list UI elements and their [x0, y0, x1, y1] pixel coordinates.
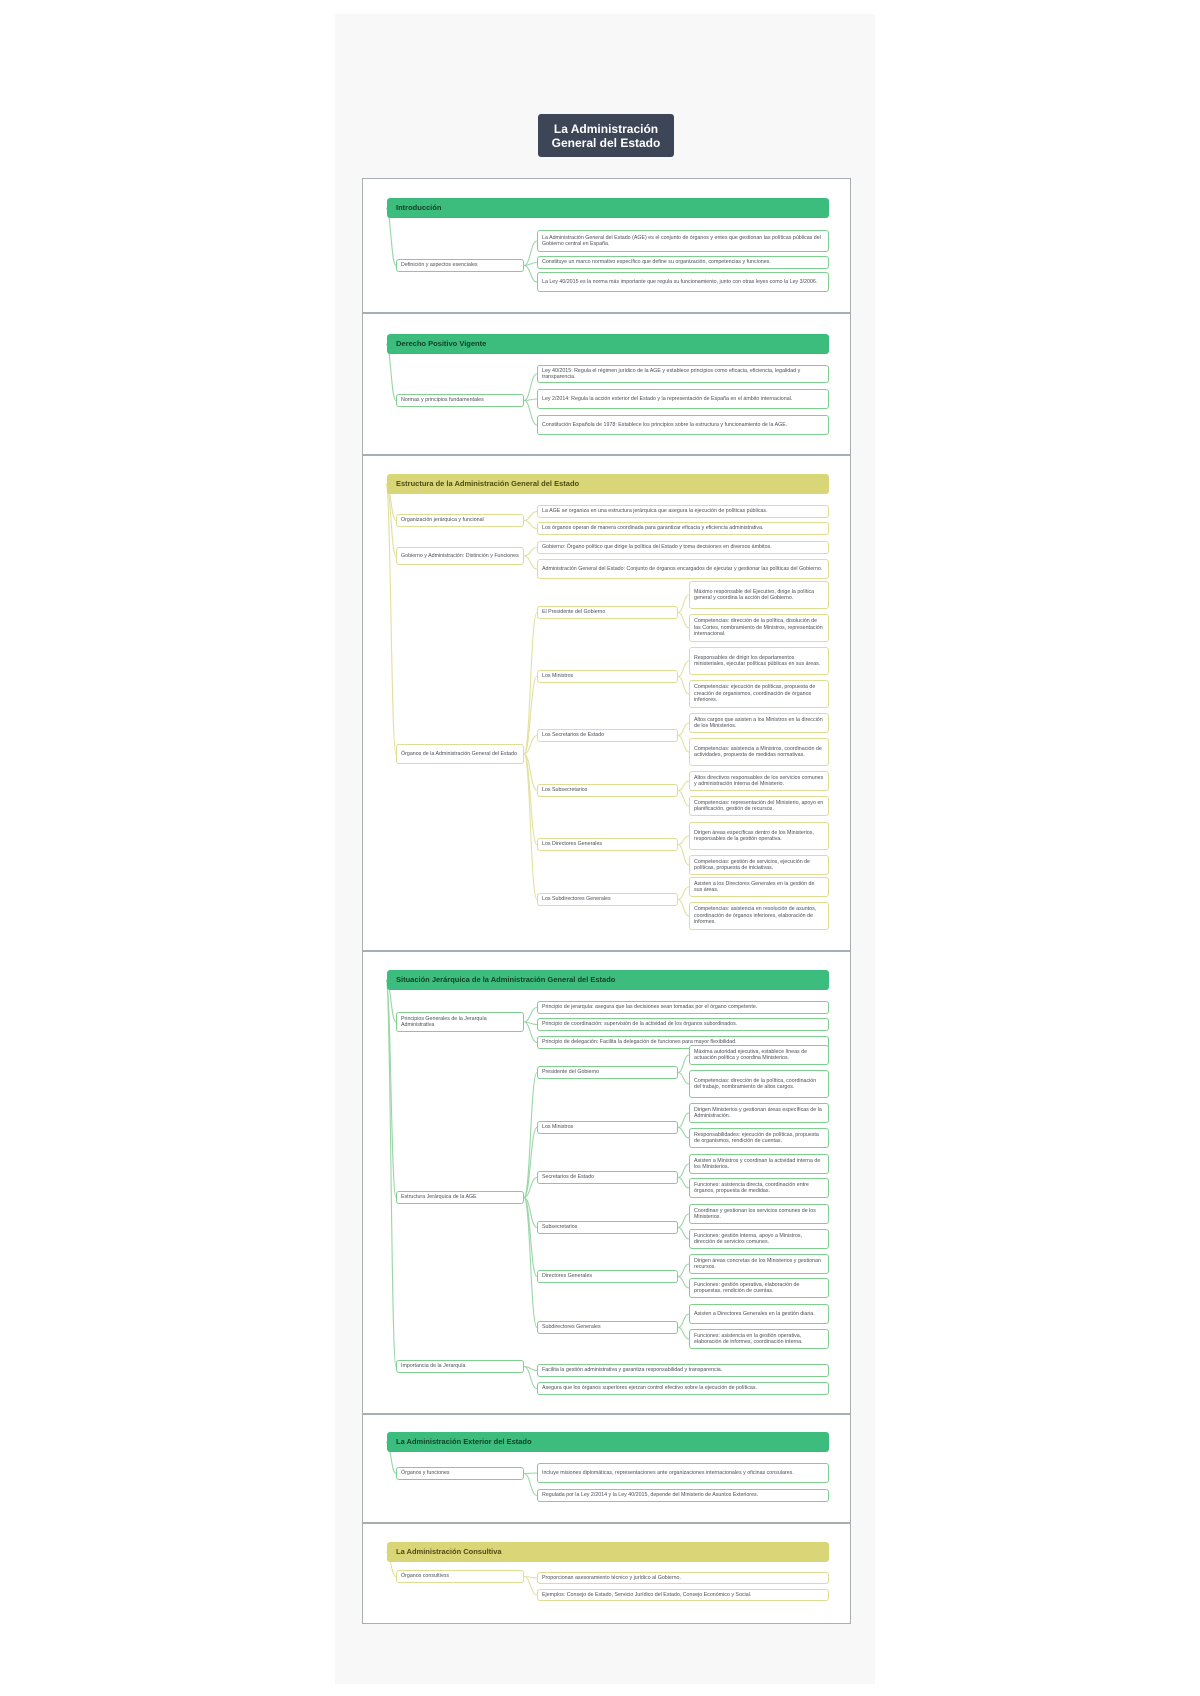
- branch-node-text: Principios Generales de la Jerarquía Administrativa: [401, 1015, 487, 1028]
- sub-to-leaf-link: [678, 613, 689, 629]
- sub-branch-node-text: Los Directores Generales: [542, 841, 603, 848]
- leaf-node-text: Dirigen áreas concretas de los Ministerios y gestionan recursos.: [694, 1257, 821, 1270]
- leaf-node[interactable]: [689, 1103, 829, 1123]
- leaf-node[interactable]: [537, 365, 829, 383]
- branch-to-sub-link: [524, 613, 537, 755]
- branch-node[interactable]: [396, 514, 524, 527]
- leaf-node[interactable]: [537, 1489, 829, 1502]
- sub-branch-node-text: El Presidente del Gobierno: [542, 609, 606, 616]
- branch-to-leaf-link: [524, 548, 537, 557]
- leaf-node-text: Funciones: gestión operativa, elaboración de propuestas, rendición de cuentas.: [694, 1281, 800, 1294]
- branch-node[interactable]: [396, 1012, 524, 1032]
- branch-node-text: Definición y aspectos esenciales: [401, 262, 478, 269]
- branch-node-text: Órganos y funciones: [401, 1470, 450, 1477]
- sub-branch-node-text: Subsecretarios: [542, 1224, 578, 1231]
- leaf-node[interactable]: [537, 1589, 829, 1601]
- branch-to-leaf-link: [524, 512, 537, 521]
- leaf-node[interactable]: [537, 522, 829, 535]
- branch-node-text: Importancia de la Jerarquía: [401, 1363, 466, 1370]
- leaf-node[interactable]: [689, 581, 829, 609]
- sub-to-leaf-link: [678, 1128, 689, 1139]
- leaf-node-text: Competencias: asistencia en resolución de asuntos, coordinación de órganos inferiores, elaboración de informes.: [694, 906, 817, 926]
- leaf-node[interactable]: [537, 256, 829, 269]
- leaf-node-text: Funciones: asistencia directa, coordinación entre órganos, propuesta de medidas.: [694, 1181, 809, 1194]
- sub-to-leaf-link: [678, 791, 689, 807]
- sub-branch-node[interactable]: [537, 1121, 678, 1134]
- leaf-node[interactable]: [689, 1178, 829, 1198]
- leaf-node[interactable]: [537, 559, 829, 579]
- sub-branch-node[interactable]: [537, 838, 678, 851]
- leaf-node[interactable]: [537, 1364, 829, 1377]
- sub-branch-node-text: Directores Generales: [542, 1273, 593, 1280]
- leaf-node[interactable]: [689, 877, 829, 897]
- sub-branch-node[interactable]: [537, 1321, 678, 1334]
- branch-node[interactable]: [396, 1360, 524, 1373]
- leaf-node[interactable]: [537, 272, 829, 292]
- root-title-text: La Administración General del Estado: [551, 121, 661, 150]
- branch-node[interactable]: [396, 1467, 524, 1480]
- leaf-node[interactable]: [689, 1229, 829, 1249]
- branch-node-text: Órganos de la Administración General del Estado: [401, 750, 518, 757]
- leaf-node-text: Asisten a los Directores Generales en la gestión de sus áreas.: [694, 880, 815, 893]
- sub-to-leaf-link: [678, 845, 689, 866]
- leaf-node[interactable]: [537, 1463, 829, 1483]
- leaf-node-text: Regulada por la Ley 2/2014 y la Ley 40/2015, depende del Ministerio de Asuntos Exteriores.: [542, 1492, 759, 1499]
- branch-to-sub-link: [524, 1198, 537, 1328]
- sub-branch-node[interactable]: [537, 784, 678, 797]
- leaf-node[interactable]: [689, 1304, 829, 1324]
- sub-to-leaf-link: [678, 1055, 689, 1073]
- leaf-node[interactable]: [689, 680, 829, 708]
- header-to-branch-link: [386, 980, 396, 1367]
- leaf-node-text: La AGE se organiza en una estructura jerárquica que asegura la ejecución de políticas públicas.: [542, 508, 768, 515]
- branch-node-text: Órganos consultivos: [401, 1573, 449, 1580]
- leaf-node[interactable]: [689, 1070, 829, 1098]
- leaf-node-text: Competencias: gestión de servicios, ejecución de políticas, propuesta de iniciativas.: [694, 858, 811, 871]
- leaf-node[interactable]: [537, 541, 829, 554]
- sub-to-leaf-link: [678, 1314, 689, 1328]
- leaf-node-text: Asegura que los órganos superiores ejerzan control efectivo sobre la ejecución de políticas.: [542, 1385, 757, 1392]
- leaf-node[interactable]: [537, 415, 829, 435]
- sub-to-leaf-link: [678, 781, 689, 791]
- sub-to-leaf-link: [678, 1073, 689, 1085]
- leaf-node[interactable]: [689, 713, 829, 733]
- leaf-node-text: Ejemplos: Consejo de Estado, Servicio Jurídico del Estado, Consejo Económico y Social.: [542, 1591, 752, 1598]
- branch-to-leaf-link: [524, 1577, 537, 1596]
- leaf-node-text: Máxima autoridad ejecutiva, establece líneas de actuación política y coordina Ministerios.: [694, 1048, 808, 1061]
- branch-node[interactable]: [396, 547, 524, 565]
- sub-to-leaf-link: [678, 595, 689, 613]
- leaf-node[interactable]: [537, 389, 829, 409]
- branch-node-text: Gobierno y Administración: Distinción y Funciones: [401, 552, 519, 559]
- leaf-node[interactable]: [689, 738, 829, 766]
- leaf-node-text: Principio de delegación: Facilita la delegación de funciones para mayor flexibilidad.: [542, 1039, 737, 1046]
- sub-branch-node-text: Los Ministros: [542, 673, 574, 680]
- leaf-node-text: Dirigen áreas específicas dentro de los Ministerios, responsables de la gestión operativa.: [694, 829, 814, 842]
- leaf-node-text: Altos directivos responsables de los servicios comunes y administración interna del Ministerio.: [694, 774, 824, 787]
- leaf-node[interactable]: [537, 1382, 829, 1395]
- leaf-node-text: Asisten a Ministros y coordinan la actividad interna de los Ministerios.: [694, 1157, 821, 1170]
- sub-to-leaf-link: [678, 1113, 689, 1128]
- leaf-node[interactable]: [689, 771, 829, 791]
- leaf-node[interactable]: [689, 1045, 829, 1065]
- branch-to-leaf-link: [524, 1008, 537, 1023]
- sub-branch-node-text: Presidente del Gobierno: [542, 1069, 600, 1076]
- sub-to-leaf-link: [678, 1178, 689, 1189]
- sub-branch-node-text: Los Ministros: [542, 1124, 574, 1131]
- sub-to-leaf-link: [678, 661, 689, 677]
- leaf-node-text: Principio de jerarquía: asegura que las decisiones sean tomadas por el órgano competente.: [542, 1004, 758, 1011]
- leaf-node[interactable]: [689, 1204, 829, 1224]
- leaf-node-text: Los órganos operan de manera coordinada para garantizar eficacia y eficiencia administrativa.: [542, 525, 764, 532]
- branch-to-leaf-link: [524, 1474, 537, 1496]
- sub-to-leaf-link: [678, 836, 689, 845]
- leaf-node[interactable]: [537, 505, 829, 518]
- leaf-node-text: Funciones: asistencia en la gestión operativa, elaboración de informes, coordinación interna.: [694, 1332, 803, 1345]
- leaf-node-text: Gobierno: Órgano político que dirige la política del Estado y toma decisiones en diversos ámbitos.: [542, 544, 772, 551]
- leaf-node[interactable]: [689, 1254, 829, 1274]
- leaf-node-text: Competencias: representación del Ministerio, apoyo en planificación, gestión de recursos.: [694, 799, 824, 812]
- branch-node-text: Estructura Jerárquica de la AGE: [401, 1194, 477, 1201]
- leaf-node-text: Competencias: dirección de la política, coordinación del trabajo, nombramiento de altos cargos.: [694, 1077, 817, 1090]
- leaf-node-text: Competencias: ejecución de políticas, propuesta de creación de organismos, coordinación de órganos inferiores.: [694, 684, 816, 704]
- branch-to-leaf-link: [524, 1473, 537, 1474]
- leaf-node-text: Asisten a Directores Generales en la gestión diaria.: [694, 1310, 815, 1317]
- sub-branch-node[interactable]: [537, 1270, 678, 1283]
- leaf-node[interactable]: [537, 1001, 829, 1014]
- leaf-node-text: Dirigen Ministerios y gestionan áreas específicas de la Administración.: [694, 1106, 822, 1119]
- branch-to-leaf-link: [524, 374, 537, 401]
- leaf-node-text: Responsables de dirigir los departamentos ministeriales, ejecutar políticas públicas en sus áreas.: [694, 654, 821, 667]
- sub-to-leaf-link: [678, 1328, 689, 1340]
- leaf-node-text: Altos cargos que asisten a los Ministros en la dirección de los Ministerios.: [694, 716, 823, 729]
- leaf-node[interactable]: [689, 902, 829, 930]
- branch-to-leaf-link: [524, 1022, 537, 1043]
- branch-node-text: Organización jerárquica y funcional: [401, 517, 484, 524]
- leaf-node-text: Ley 40/2015: Regula el régimen jurídico de la AGE y establece principios como eficacia, eficiencia, legalidad y transparencia.: [542, 367, 801, 380]
- leaf-node-text: La Ley 40/2015 es la norma más importante que regula su funcionamiento, junto con otras leyes como la Ley 3/2006.: [542, 278, 818, 285]
- section-header[interactable]: La Administración Consultiva: [387, 1542, 829, 1562]
- leaf-node[interactable]: [689, 1278, 829, 1298]
- sub-to-leaf-link: [678, 900, 689, 917]
- sub-branch-node-text: Secretarios de Estado: [542, 1174, 595, 1181]
- sub-branch-node[interactable]: [537, 729, 678, 742]
- sub-branch-node-text: Subdirectores Generales: [542, 1324, 601, 1331]
- branch-node[interactable]: [396, 744, 524, 764]
- leaf-node[interactable]: [689, 614, 829, 642]
- sub-branch-node[interactable]: [537, 670, 678, 683]
- leaf-node-text: La Administración General del Estado (AGE) es el conjunto de órganos y entes que gestionan las políticas públicas del Gobierno central en España.: [542, 234, 821, 247]
- branch-node[interactable]: [396, 1191, 524, 1204]
- leaf-node[interactable]: [689, 796, 829, 816]
- leaf-node-text: Principio de coordinación: supervisión de la actividad de los órganos subordinados.: [542, 1021, 738, 1028]
- leaf-node-text: Ley 2/2014: Regula la acción exterior del Estado y la representación de España en el ámbito internacional.: [542, 395, 793, 402]
- leaf-node[interactable]: [689, 822, 829, 850]
- leaf-node[interactable]: [689, 1128, 829, 1148]
- leaf-node-text: Competencias: asistencia a Ministros, coordinación de actividades, propuesta de medidas normativas.: [694, 745, 822, 758]
- leaf-node[interactable]: [537, 1572, 829, 1584]
- leaf-node[interactable]: [689, 1154, 829, 1174]
- leaf-node-text: Facilita la gestión administrativa y garantiza responsabilidad y transparencia.: [542, 1367, 723, 1374]
- sub-to-leaf-link: [678, 1264, 689, 1277]
- branch-node[interactable]: [396, 259, 524, 272]
- sub-to-leaf-link: [678, 887, 689, 900]
- leaf-node-text: Proporcionan asesoramiento técnico y jurídico al Gobierno.: [542, 1574, 681, 1581]
- leaf-node[interactable]: [689, 647, 829, 675]
- sub-to-leaf-link: [678, 1277, 689, 1289]
- branch-node-text: Normas y principios fundamentales: [401, 397, 484, 404]
- sub-to-leaf-link: [678, 677, 689, 695]
- branch-node[interactable]: [396, 394, 524, 407]
- branch-to-leaf-link: [524, 521, 537, 529]
- sub-branch-node[interactable]: [537, 893, 678, 906]
- sub-branch-node[interactable]: [537, 1171, 678, 1184]
- branch-node[interactable]: [396, 1570, 524, 1583]
- leaf-node[interactable]: [689, 1329, 829, 1349]
- sub-to-leaf-link: [678, 736, 689, 753]
- section-header[interactable]: Situación Jerárquica de la Administración General del Estado: [387, 970, 829, 990]
- sub-branch-node-text: Los Subdirectores Generales: [542, 896, 611, 903]
- section-header[interactable]: Estructura de la Administración General del Estado: [387, 474, 829, 494]
- leaf-node[interactable]: [689, 855, 829, 875]
- section-header[interactable]: La Administración Exterior del Estado: [387, 1432, 829, 1452]
- branch-to-leaf-link: [524, 266, 537, 283]
- sub-branch-node[interactable]: [537, 606, 678, 619]
- sub-branch-node-text: Los Secretarios de Estado: [542, 732, 605, 739]
- leaf-node-text: Responsabilidades: ejecución de políticas, propuesta de organismos, rendición de cuentas.: [694, 1131, 819, 1144]
- sub-branch-node-text: Los Subsecretarios: [542, 787, 588, 794]
- sub-branch-node[interactable]: [537, 1066, 678, 1079]
- sub-to-leaf-link: [678, 1214, 689, 1228]
- leaf-node-text: Coordinan y gestionan los servicios comunes de los Ministerios.: [694, 1207, 816, 1220]
- sub-branch-node[interactable]: [537, 1221, 678, 1234]
- section-header[interactable]: Derecho Positivo Vigente: [387, 334, 829, 354]
- leaf-node-text: Competencias: dirección de la política, disolución de las Cortes, nombramiento de Ministros, representación internacional.: [694, 618, 823, 638]
- branch-to-leaf-link: [524, 556, 537, 569]
- branch-to-sub-link: [524, 754, 537, 900]
- leaf-node[interactable]: [537, 230, 829, 252]
- sub-to-leaf-link: [678, 723, 689, 736]
- branch-to-leaf-link: [524, 401, 537, 426]
- leaf-node-text: Máximo responsable del Ejecutivo, dirige la política general y coordina la acción del Gobierno.: [694, 588, 815, 601]
- section-header[interactable]: Introducción: [387, 198, 829, 218]
- leaf-node-text: Funciones: gestión interna, apoyo a Ministros, dirección de servicios comunes.: [694, 1232, 803, 1245]
- leaf-node-text: Constitución Española de 1978: Establece los principios sobre la estructura y funcionamiento de la AGE.: [542, 421, 788, 428]
- leaf-node-text: Administración General del Estado: Conjunto de órganos encargados de ejecutar y gestionar las políticas del Gobierno.: [542, 565, 823, 572]
- leaf-node-text: Constituye un marco normativo específico que define su organización, competencias y funciones.: [542, 259, 771, 266]
- leaf-node[interactable]: [537, 1018, 829, 1031]
- leaf-node-text: Incluye misiones diplomáticas, representaciones ante organizaciones internacionales y oficinas consulares.: [542, 1469, 794, 1476]
- sub-to-leaf-link: [678, 1164, 689, 1178]
- sub-to-leaf-link: [678, 1228, 689, 1240]
- branch-to-leaf-link: [524, 241, 537, 266]
